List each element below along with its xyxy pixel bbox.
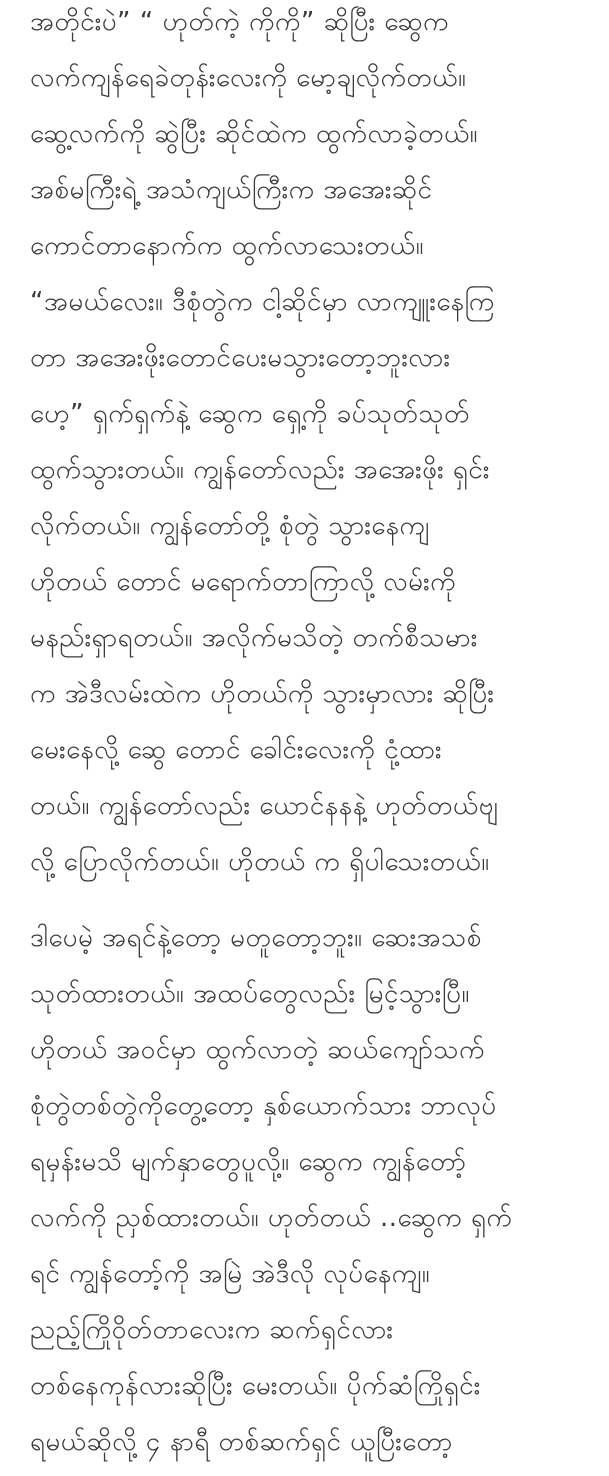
paragraph-gap: [30, 890, 595, 910]
text-line: ဒါပေမဲ့ အရင်နဲ့တော့ မတူတော့ဘူး။ ဆေးအသစ်: [30, 923, 482, 953]
text-line: အတိုင်းပဲ” “ ဟုတ်ကဲ့ ကိုကို” ဆိုပြီး ဆွေက: [30, 7, 449, 37]
text-line: ရမှန်းမသိ မျက်နှာတွေပူလို့။ ဆွေက ကျွန်တော့်: [30, 1147, 467, 1177]
text-line: စုံတွဲတစ်တွဲကိုတွေ့တော့ နှစ်ယောက်သား ဘာလုပ်: [30, 1091, 497, 1121]
text-line: မနည်းရှာရတယ်။ အလိုက်မသိတဲ့ တက်စီသမား: [30, 623, 478, 653]
text-line: မေးနေလို့ ဆွေ တောင် ခေါင်းလေးကို ငုံ့ထား: [30, 735, 442, 765]
text-line: ဟေ့” ရှက်ရှက်နဲ့ ဆွေက ရှေ့ကို ခပ်သုတ်သုတ်: [30, 399, 470, 429]
text-line: ဟိုတယ် တောင် မရောက်တာကြာလို့ လမ်းကို: [30, 567, 457, 597]
text-line: ရမယ်ဆိုလို့ ၄ နာရီ တစ်ဆက်ရှင် ယူပြီးတော့: [30, 1427, 453, 1457]
text-line: တစ်နေကုန်လားဆိုပြီး မေးတယ်။ ပိုက်ဆံကြိုရှင်း: [30, 1371, 481, 1401]
text-line: လို့ ပြောလိုက်တယ်။ ဟိုတယ် က ရှိပါသေးတယ်။: [30, 847, 490, 877]
text-line: ထွက်သွားတယ်။ ကျွန်တော်လည်း အအေးဖိုး ရှင်း: [30, 455, 490, 485]
text-line: လက်ကျန်ရေခဲတုန်းလေးကို မော့ချလိုက်တယ်။: [30, 63, 467, 93]
paragraph-2: [30, 910, 595, 1470]
text-line: ဆွေ့လက်ကို ဆွဲပြီး ဆိုင်ထဲက ထွက်လာခဲ့တယ်။: [30, 119, 479, 149]
text-line: တာ အအေးဖိုးတောင်ပေးမသွားတော့ဘူးလား: [30, 343, 451, 373]
text-line: ကောင်တာနောက်က ထွက်လာသေးတယ်။: [30, 231, 424, 261]
text-line: ညည့်ကြိုဝိုတ်တာလေးက ဆက်ရှင်လား: [30, 1315, 394, 1345]
text-line: လက်ကို ညှစ်ထားတယ်။ ဟုတ်တယ် ..ဆွေက ရှက်: [30, 1203, 513, 1233]
text-line: က အဲဒီလမ်းထဲက ဟိုတယ်ကို သွားမှာလား ဆိုပြီး: [30, 679, 495, 709]
text-line: တယ်။ ကျွန်တော်လည်း ယောင်နနနဲ့ ဟုတ်တယ်ဗျ: [30, 791, 499, 821]
paragraph-1: [30, 0, 595, 890]
text-line: သုတ်ထားတယ်။ အထပ်တွေလည်း မြင့်သွားပြီ။: [30, 979, 470, 1009]
text-line: ဟိုတယ် အဝင်မှာ ထွက်လာတဲ့ ဆယ်ကျော်သက်: [30, 1035, 485, 1065]
text-line: ရင် ကျွန်တော့်ကို အမြဲ အဲဒီလို လုပ်နေကျ။: [30, 1259, 431, 1289]
text-line: အစ်မကြီးရဲ့ အသံကျယ်ကြီးက အအေးဆိုင်: [30, 175, 433, 205]
text-line: လိုက်တယ်။ ကျွန်တော်တို့ စုံတွဲ သွားနေကျ: [30, 511, 430, 541]
text-line: “အမယ်လေး။ ဒီစုံတွဲက ငါ့ဆိုင်မှာ လာကျူးနေကြ: [30, 287, 495, 317]
